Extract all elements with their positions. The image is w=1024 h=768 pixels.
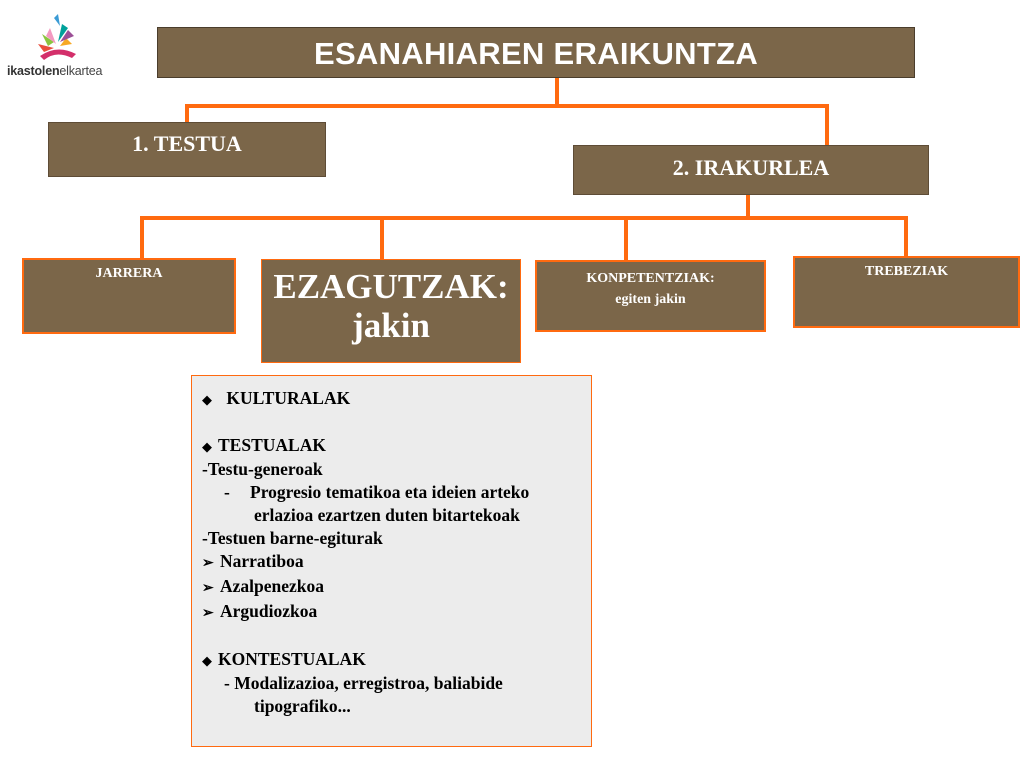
konpetentziak-subtitle: egiten jakin — [615, 292, 686, 307]
diagram-title: ESANAHIAREN ERAIKUNTZA — [157, 27, 915, 78]
ezagutzak-detail-box — [191, 375, 592, 747]
node-irakurlea: 2. IRAKURLEA — [573, 145, 929, 195]
list-item-barne-egiturak: -Testuen barne-egiturak — [202, 528, 383, 548]
node-konpetentziak — [535, 260, 766, 332]
konpetentziak-title: KONPETENTZIAK: — [586, 271, 715, 286]
logo-text: ikastolenelkartea — [7, 64, 103, 78]
ezagutzak-title: EZAGUTZAK: — [273, 267, 509, 306]
list-item-progresio-cont: erlazioa ezartzen duten bitartekoak — [254, 505, 520, 525]
node-trebeziak: TREBEZIAK — [793, 256, 1020, 328]
list-item-argudiozkoa: ➢ Argudiozkoa — [202, 600, 591, 625]
diamond-bullet-icon: ◆ — [202, 392, 212, 407]
arrow-bullet-icon: ➢ — [202, 606, 214, 621]
list-item-tipografiko: tipografiko... — [254, 696, 351, 716]
list-item-narratiboa: ➢ Narratiboa — [202, 550, 591, 575]
list-item-testu-generoak: -Testu-generoak — [202, 459, 323, 479]
arrow-bullet-icon: ➢ — [202, 556, 214, 571]
arrow-bullet-icon: ➢ — [202, 581, 214, 596]
node-jarrera: JARRERA — [22, 258, 236, 334]
diamond-bullet-icon: ◆ — [202, 439, 212, 454]
list-item-kontestualak: ◆ KONTESTUALAK — [202, 648, 591, 672]
list-item-kulturalak: ◆ KULTURALAK — [202, 387, 591, 411]
list-item-testualak: ◆ TESTUALAK — [202, 434, 591, 458]
list-item-azalpenezkoa: ➢ Azalpenezkoa — [202, 575, 591, 600]
ezagutzak-subtitle: jakin — [352, 306, 430, 345]
node-testua: 1. TESTUA — [48, 122, 326, 177]
list-item-progresio: - Progresio tematikoa eta ideien arteko — [224, 482, 530, 502]
list-item-modalizazioa: - Modalizazioa, erregistroa, baliabide — [224, 673, 503, 693]
diamond-bullet-icon: ◆ — [202, 653, 212, 668]
node-ezagutzak — [261, 259, 521, 363]
